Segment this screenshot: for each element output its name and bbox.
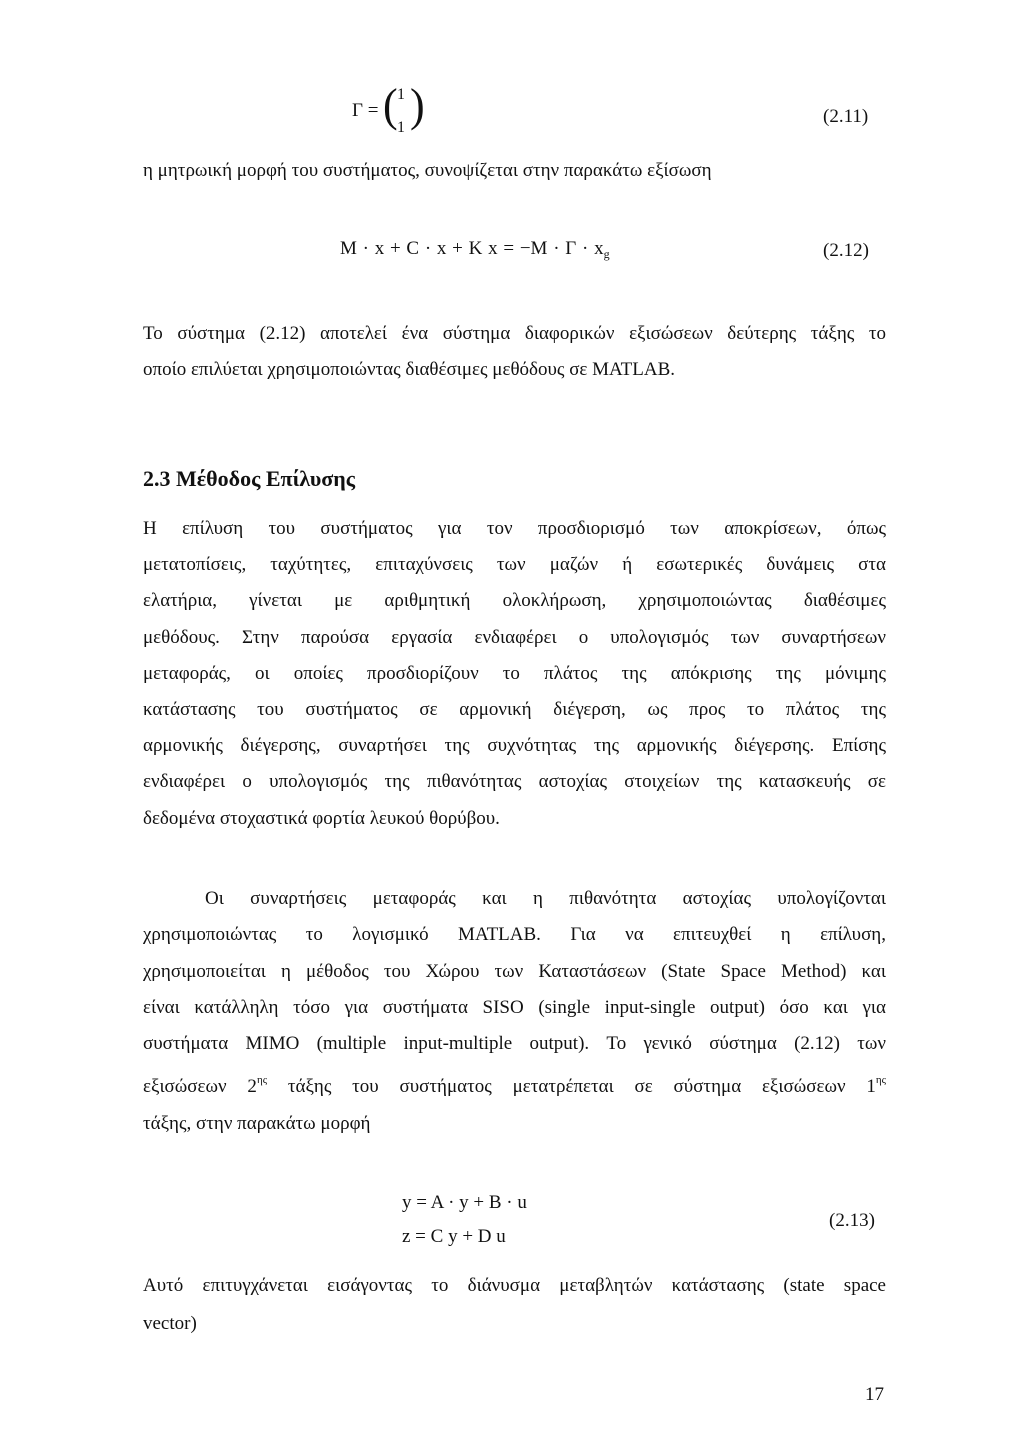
para1-line: οποίο επιλύεται χρησιμοποιώντας διαθέσιμες μεθόδους σε MATLAB. (143, 358, 676, 380)
paragraph-3 (143, 881, 886, 1142)
para4-line: vector) (143, 1313, 197, 1334)
eq-2-12-number: (2.12) (823, 240, 869, 261)
superscript-ordinal: ης (875, 1074, 886, 1087)
eq-2-12-subscript: g (603, 247, 610, 261)
right-paren: ) (410, 79, 425, 132)
para2-line: αρμονικής διέγερσης, συναρτήσει της συχνότητας της αρμονικής διέγερσης. Επίσης (143, 735, 886, 757)
para4-line: Αυτό επιτυγχάνεται εισάγοντας το διάνυσμα μεταβλητών κατάστασης (state space (143, 1275, 886, 1296)
superscript-ordinal: ης (256, 1074, 268, 1087)
equation-2-12 (340, 238, 610, 262)
para3-line6-a: εξισώσεων 2 (143, 1076, 257, 1098)
para1-line: Το σύστημα (2.12) αποτελεί ένα σύστημα διαφορικών εξισώσεων δεύτερης τάξης το (143, 323, 886, 344)
eq-2-13-row2: z = C y + D u (402, 1226, 506, 1247)
para2-line: μετατοπίσεις, ταχύτητες, επιταχύνσεις των μαζών ή εσωτερικές δυνάμεις στα (143, 554, 886, 576)
para2-line: μεταφοράς, οι οποίες προσδιορίζουν το πλάτος της απόκρισης της μόνιμης (143, 662, 886, 684)
eq-2-13-row1: y = A · y + B · u (402, 1192, 527, 1213)
para3-line: συστήματα MIMO (multiple input-multiple output). Το γενικό σύστημα (2.12) των (143, 1033, 886, 1055)
page-number: 17 (865, 1384, 884, 1405)
eq-2-11-top: 1 (397, 86, 405, 103)
eq-2-13-number: (2.13) (829, 1210, 875, 1231)
para2-line: ελατήρια, γίνεται με αριθμητική ολοκλήρωση, χρησιμοποιώντας διαθέσιμες (143, 590, 886, 612)
paragraph-4 (143, 1267, 886, 1343)
section-heading: 2.3 Μέθοδος Επίλυσης (143, 466, 356, 491)
para3-line: τάξης, στην παρακάτω μορφή (143, 1112, 371, 1134)
para3-line: χρησιμοποιώντας το λογισμικό MATLAB. Για να επιτευχθεί η επίλυση, (143, 924, 886, 946)
eq-2-11-lhs: Γ = (352, 100, 379, 121)
para2-line: Η επίλυση του συστήματος για τον προσδιορισμό των αποκρίσεων, όπως (143, 518, 886, 539)
para3-line: Οι συναρτήσεις μεταφοράς και η πιθανότητα αστοχίας υπολογίζονται (205, 888, 886, 909)
eq-2-11-number: (2.11) (823, 106, 869, 127)
para3-line: χρησιμοποιείται η μέθοδος του Χώρου των Καταστάσεων (State Space Method) και (143, 960, 886, 982)
equation-2-11 (352, 100, 378, 122)
para2-line: κατάστασης του συστήματος σε αρμονική διέγερση, ως προς το πλάτος της (143, 699, 886, 721)
para3-line6-b: τάξης του συστήματος μετατρέπεται σε σύστημα εξισώσεων 1 (267, 1076, 876, 1098)
paragraph-1 (143, 316, 886, 387)
paragraph-2 (143, 511, 886, 837)
para3-line-6 (143, 1062, 886, 1105)
eq-2-12-expr: M · x + C · x + K x = −M · Γ · x (340, 238, 604, 259)
para2-line: ενδιαφέρει ο υπολογισμός της πιθανότητας αστοχίας στοιχείων της κατασκευής σε (143, 771, 886, 793)
intro-line: η μητρωική μορφή του συστήματος, συνοψίζεται στην παρακάτω εξίσωση (143, 160, 712, 181)
para2-line: δεδομένα στοχαστικά φορτία λευκού θορύβου. (143, 807, 500, 829)
para3-line: είναι κατάλληλη τόσο για συστήματα SISO (single input-single output) όσο και για (143, 996, 886, 1018)
para2-line: μεθόδους. Στην παρούσα εργασία ενδιαφέρει ο υπολογισμός των συναρτήσεων (143, 626, 886, 648)
eq-2-11-bottom: 1 (397, 119, 405, 136)
left-paren: ( (383, 79, 398, 132)
